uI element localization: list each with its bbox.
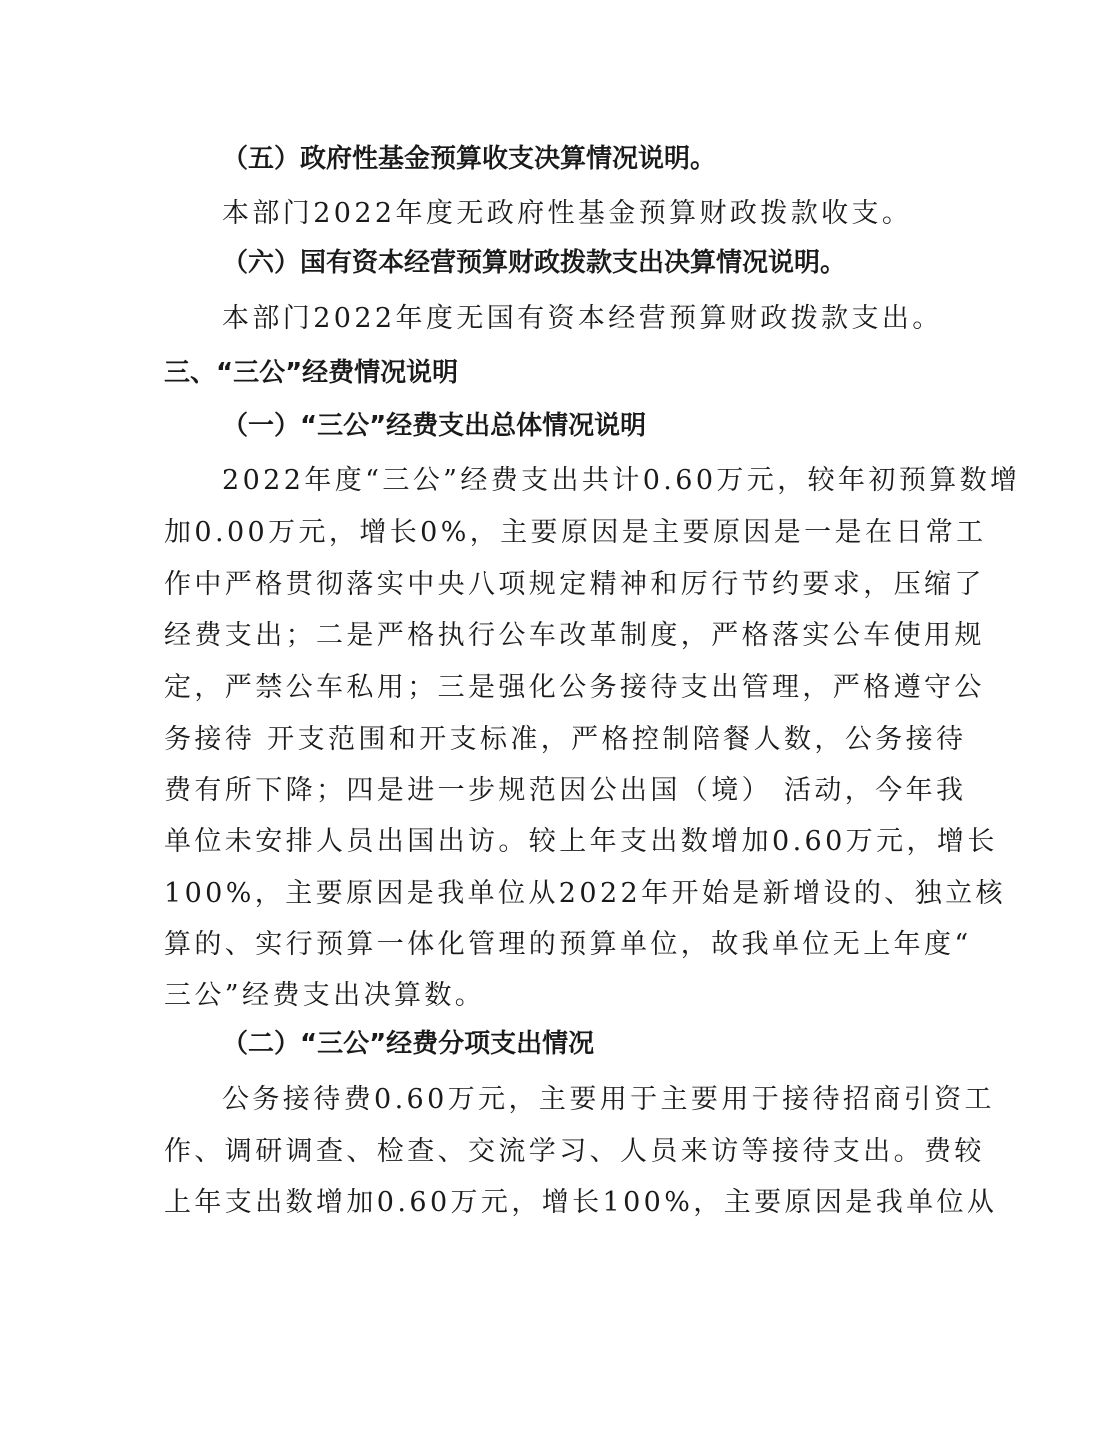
text-line: 作中严格贯彻落实中央八项规定精神和厉行节约要求，压缩了 [164, 569, 985, 600]
text-line: 单位未安排人员出国出访。较上年支出数增加0.60万元，增长 [164, 826, 998, 857]
text-line: 公务接待费0.60万元，主要用于主要用于接待招商引资工 [222, 1084, 995, 1115]
paragraph-state-capital-budget: 本部门2022年度无国有资本经营预算财政拨款支出。 [222, 303, 943, 334]
text-line: 加0.00万元，增长0%，主要原因是主要原因是一是在日常工 [164, 517, 987, 548]
text-line: 作、调研调查、检查、交流学习、人员来访等接待支出。费较 [164, 1136, 985, 1167]
text-line: 定，严禁公车私用；三是强化公务接待支出管理，严格遵守公 [164, 672, 985, 703]
heading-itemized-expenses: （二）“三公”经费分项支出情况 [222, 1029, 595, 1059]
heading-three-public-expenses: 三、“三公”经费情况说明 [164, 358, 459, 388]
text-line: 三公”经费支出决算数。 [164, 980, 486, 1011]
heading-state-capital-budget: （六）国有资本经营预算财政拨款支出决算情况说明。 [222, 248, 847, 278]
text-line: 上年支出数增加0.60万元，增长100%，主要原因是我单位从 [164, 1187, 998, 1218]
text-line: 经费支出；二是严格执行公车改革制度，严格落实公车使用规 [164, 620, 985, 651]
paragraph-government-fund-budget: 本部门2022年度无政府性基金预算财政拨款收支。 [222, 198, 913, 229]
text-line: 2022年度“三公”经费支出共计0.60万元，较年初预算数增 [222, 465, 1021, 496]
heading-overall-expenses: （一）“三公”经费支出总体情况说明 [222, 411, 647, 441]
heading-government-fund-budget: （五）政府性基金预算收支决算情况说明。 [222, 144, 717, 174]
text-line: 100%，主要原因是我单位从2022年开始是新增设的、独立核 [164, 878, 1006, 909]
text-line: 费有所下降；四是进一步规范因公出国（境） 活动，今年我 [164, 775, 967, 806]
text-line: 务接待 开支范围和开支标准，严格控制陪餐人数，公务接待 [164, 724, 967, 755]
text-line: 算的、实行预算一体化管理的预算单位，故我单位无上年度“ [164, 929, 972, 960]
